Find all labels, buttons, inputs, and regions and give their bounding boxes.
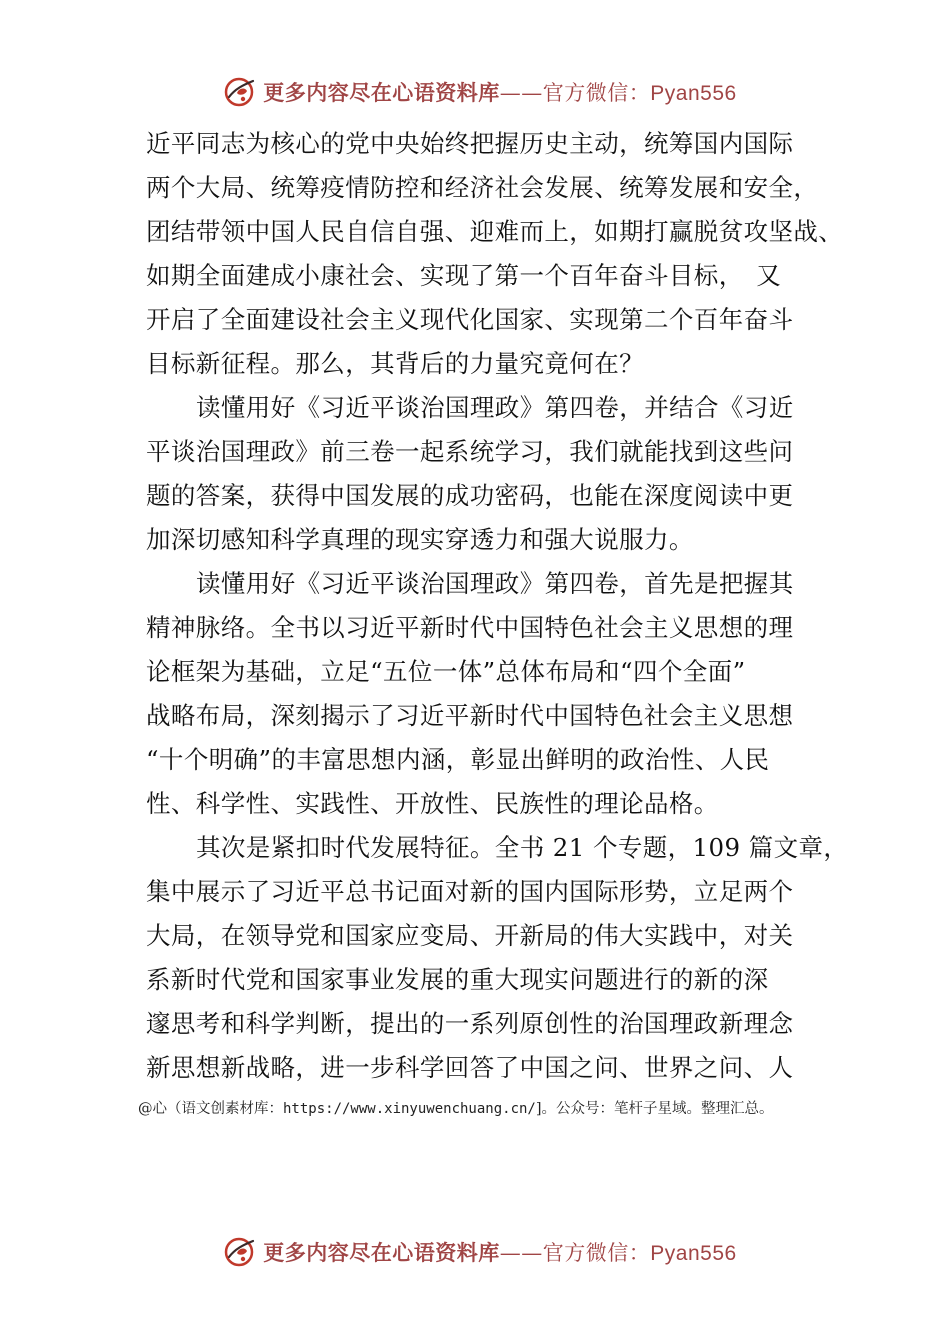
body-text-line: 大局，在领导党和国家应变局、开新局的伟大实践中，对关 <box>146 921 794 950</box>
source-note <box>138 1095 828 1123</box>
source-url[interactable]: https://www.xinyuwenchuang.cn/ <box>283 1101 536 1117</box>
source-note-suffix: ]。公众号：笔杆子星域。整理汇总。 <box>535 1101 774 1117</box>
body-text-line: 题的答案，获得中国发展的成功密码，也能在深度阅读中更 <box>146 481 794 510</box>
body-text-line: “十个明确”的丰富思想内涵，彰显出鲜明的政治性、人民 <box>146 745 770 774</box>
body-text-line: 集中展示了习近平总书记面对新的国内国际形势，立足两个 <box>146 877 794 906</box>
wechat-handle: Pyan556 <box>650 82 737 105</box>
wechat-handle: Pyan556 <box>650 1242 737 1265</box>
banner-dash: —— <box>499 1241 543 1265</box>
body-text-line: 论框架为基础，立足“五位一体”总体布局和“四个全面” <box>146 657 746 686</box>
body-text-line: 性、科学性、实践性、开放性、民族性的理论品格。 <box>146 789 719 818</box>
body-text-line: 系新时代党和国家事业发展的重大现实问题进行的新的深 <box>146 965 769 994</box>
header-banner-content <box>223 75 736 109</box>
banner-dash: —— <box>499 81 543 105</box>
body-text-line: 团结带领中国人民自信自强、迎难而上，如期打赢脱贫攻坚战、 <box>146 217 844 246</box>
brush-flower-logo-icon <box>223 75 257 109</box>
wechat-label: 官方微信： <box>542 1241 651 1265</box>
brush-flower-logo-icon <box>223 1235 257 1269</box>
body-text-line: 其次是紧扣时代发展特征。全书 21 个专题，109 篇文章， <box>196 833 849 862</box>
site-name: 更多内容尽在心语资料库 <box>263 1240 500 1265</box>
wechat-label: 官方微信： <box>542 81 651 105</box>
body-text-line: 目标新征程。那么，其背后的力量究竟何在？ <box>146 349 644 378</box>
body-text-line: 两个大局、统筹疫情防控和经济社会发展、统筹发展和安全， <box>146 173 819 202</box>
body-text-line: 新思想新战略，进一步科学回答了中国之问、世界之问、人 <box>146 1053 794 1082</box>
body-text-line: 加深切感知科学真理的现实穿透力和强大说服力。 <box>146 525 694 554</box>
site-name: 更多内容尽在心语资料库 <box>263 80 500 105</box>
body-text-line: 邃思考和科学判断，提出的一系列原创性的治国理政新理念 <box>146 1009 794 1038</box>
header-banner-text <box>263 77 736 107</box>
article-body <box>146 122 849 1090</box>
source-note-prefix: @心（语文创素材库： <box>138 1101 283 1117</box>
body-text-line: 战略布局，深刻揭示了习近平新时代中国特色社会主义思想 <box>146 701 794 730</box>
footer-banner-content <box>223 1235 736 1269</box>
footer-banner-text <box>263 1237 736 1267</box>
header-banner <box>0 72 950 112</box>
body-text-line: 精神脉络。全书以习近平新时代中国特色社会主义思想的理 <box>146 613 794 642</box>
footer-banner <box>0 1232 950 1272</box>
body-text-line: 平谈治国理政》前三卷一起系统学习，我们就能找到这些问 <box>146 437 794 466</box>
body-text-line: 读懂用好《习近平谈治国理政》第四卷，首先是把握其 <box>196 569 794 598</box>
body-text-line: 读懂用好《习近平谈治国理政》第四卷，并结合《习近 <box>196 393 794 422</box>
body-text-line: 近平同志为核心的党中央始终把握历史主动，统筹国内国际 <box>146 129 794 158</box>
body-text-line: 如期全面建成小康社会、实现了第一个百年奋斗目标， 又 <box>146 261 782 290</box>
body-text-line: 开启了全面建设社会主义现代化国家、实现第二个百年奋斗 <box>146 305 794 334</box>
